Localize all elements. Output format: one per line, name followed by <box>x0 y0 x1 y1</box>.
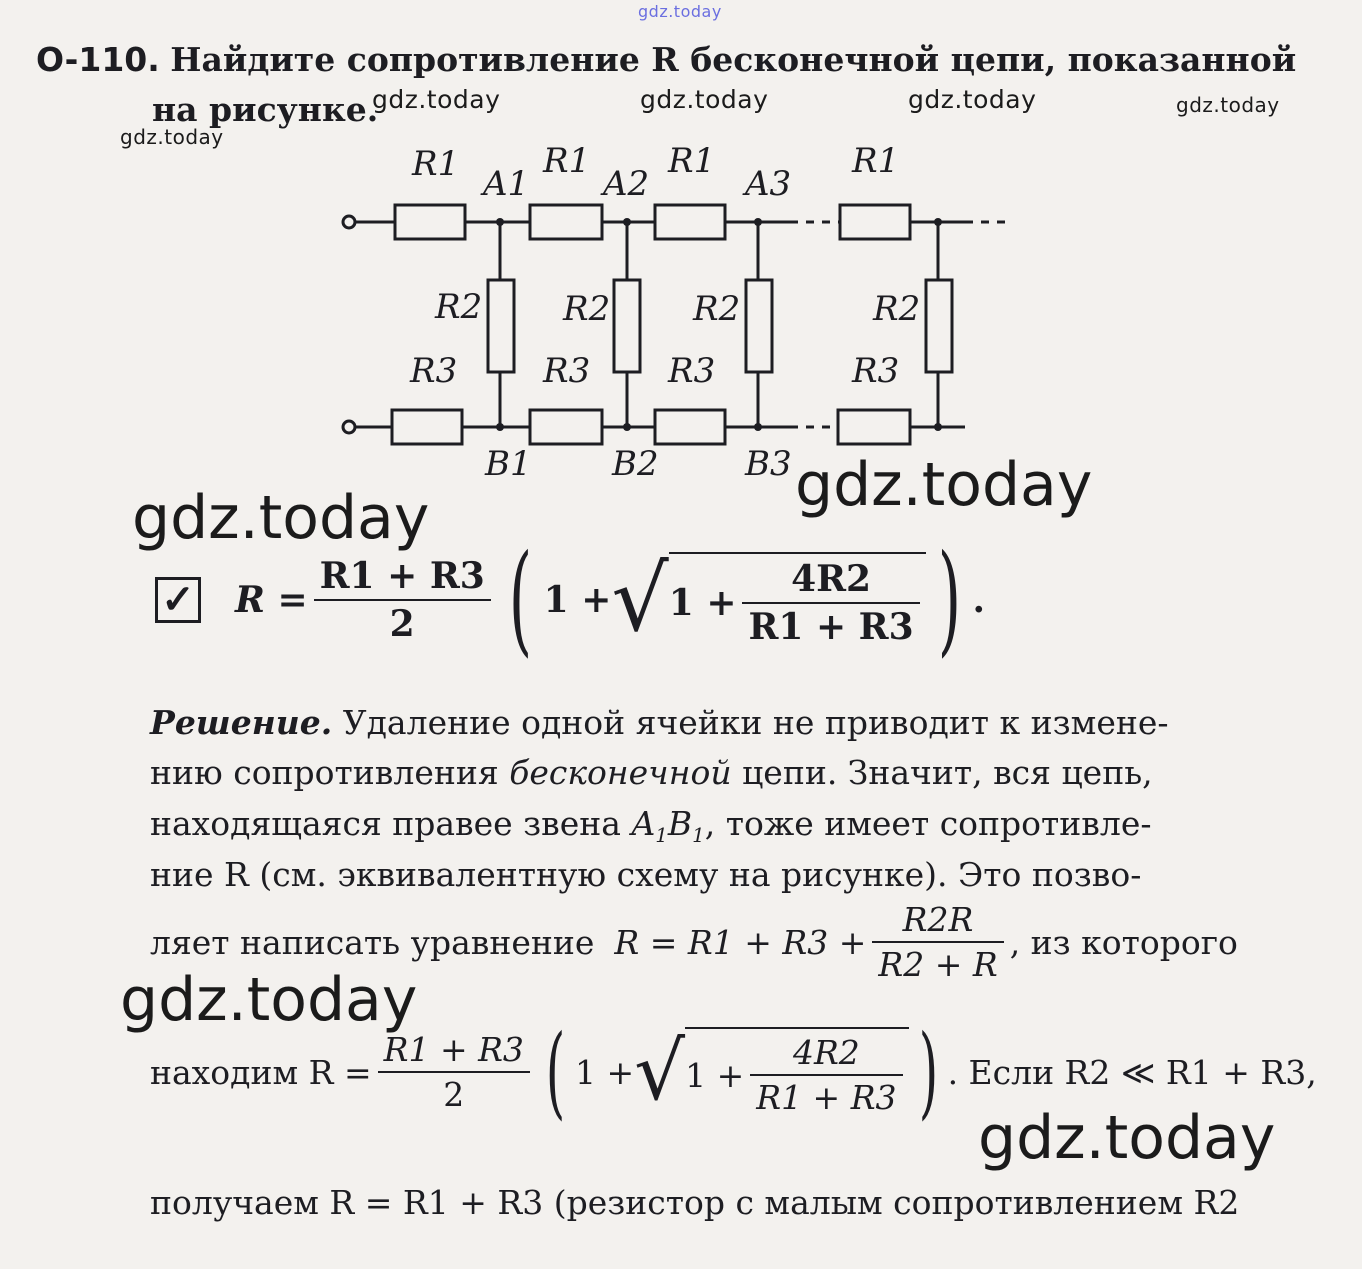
watermark-small: gdz.today <box>640 85 769 114</box>
answer-sqrt <box>611 547 925 652</box>
watermark-top: gdz.today <box>638 2 722 21</box>
solution-fraction <box>872 900 1003 984</box>
solution-line-6 <box>150 1013 1317 1130</box>
solution-frac-num: R2R <box>872 900 1003 943</box>
node-a: A1 <box>483 164 530 204</box>
solution-text: находящаяся правее звена <box>150 804 621 843</box>
label-r3: R3 <box>852 351 900 391</box>
label-r2: R2 <box>693 289 741 329</box>
solution-text: ляет написать уравнение <box>150 922 595 962</box>
label-r3: R3 <box>410 351 458 391</box>
solution-text: нию сопротивления <box>150 753 499 792</box>
node-a: A2 <box>603 164 650 204</box>
answer-frac-num: R1 + R3 <box>314 555 491 601</box>
paren-open: ( <box>508 530 532 669</box>
answer-radicand <box>669 552 926 648</box>
solution-emphasis: бесконечной <box>509 753 732 792</box>
watermark-small: gdz.today <box>372 85 501 114</box>
solution-equation: R = R1 + R3 + <box>614 922 867 962</box>
solution-line-7: получаем R = R1 + R3 (резистор с малым сопротивлением R2 <box>150 1183 1240 1222</box>
node-b: B2 <box>612 444 659 484</box>
paren-close: ) <box>918 1013 938 1130</box>
solution-line-1 <box>150 703 1169 742</box>
problem-id: O-110. <box>36 40 160 79</box>
label-r2: R2 <box>563 289 611 329</box>
answer-one-plus: 1 + <box>543 579 612 621</box>
label-r2: R2 <box>873 289 921 329</box>
solution-label: Решение. <box>150 703 333 742</box>
node-b: B1 <box>485 444 532 484</box>
problem-title-line <box>36 40 1296 79</box>
watermark-small: gdz.today <box>1176 93 1280 117</box>
solution-frac-den: 2 <box>443 1075 465 1114</box>
paren-close: ) <box>937 530 961 669</box>
solution-line-3 <box>150 804 1152 847</box>
watermark-big: gdz.today <box>120 965 418 1035</box>
label-r3: R3 <box>543 351 591 391</box>
solution-radicand <box>685 1027 908 1117</box>
label-r2: R2 <box>435 287 483 327</box>
solution-line-5 <box>150 900 1238 984</box>
answer-frac-den: 2 <box>389 603 415 645</box>
sqrt-icon: √ <box>634 1025 686 1118</box>
watermark-big: gdz.today <box>132 483 430 553</box>
checkmark-icon: ✓ <box>155 577 201 623</box>
node-b: B3 <box>745 444 792 484</box>
answer-inner-one-plus: 1 + <box>668 582 737 624</box>
label-r1: R1 <box>543 141 591 181</box>
answer-inner-den: R1 + R3 <box>748 606 914 648</box>
solution-frac-den: R2 + R <box>878 945 998 984</box>
solution-text: 1 + <box>685 1055 745 1095</box>
watermark-big: gdz.today <box>795 450 1093 520</box>
answer-fraction <box>314 555 491 645</box>
solution-text: , тоже имеет сопротивле- <box>704 804 1152 843</box>
solution-text: Удаление одной ячейки не приводит к измене- <box>342 703 1169 742</box>
link-a1b1: $A_1B_1$ <box>631 804 705 847</box>
answer-inner-num: 4R2 <box>742 558 919 604</box>
solution-frac-num: R1 + R3 <box>378 1030 530 1073</box>
label-r1: R1 <box>412 144 460 184</box>
solution-frac-num: 4R2 <box>750 1033 902 1076</box>
solution-sqrt <box>634 1027 908 1117</box>
solution-text: находим R = <box>150 1052 372 1092</box>
solution-frac-den: R1 + R3 <box>756 1078 897 1117</box>
answer-inner-fraction <box>742 558 919 648</box>
solution-fraction-2 <box>378 1030 530 1114</box>
watermark-big: gdz.today <box>978 1103 1276 1173</box>
problem-text: Найдите сопротивление R бесконечной цепи, показанной <box>170 40 1297 79</box>
solution-text: . Если R2 ≪ R1 + R3, <box>947 1052 1317 1092</box>
solution-line-2 <box>150 753 1153 792</box>
solution-text: 1 + <box>574 1052 635 1092</box>
label-r1: R1 <box>668 141 716 181</box>
sqrt-icon: √ <box>611 547 669 652</box>
paren-open: ( <box>545 1013 566 1130</box>
solution-text: цепи. Значит, вся цепь, <box>742 753 1153 792</box>
answer-formula <box>155 530 986 669</box>
solution-line-4: ние R (см. эквивалентную схему на рисунке). Это позво- <box>150 855 1142 894</box>
answer-lhs: R = <box>235 579 308 621</box>
solution-inner-fraction <box>750 1033 902 1117</box>
problem-text-line2: на рисунке. <box>152 90 379 129</box>
watermark-small: gdz.today <box>120 125 224 149</box>
watermark-small: gdz.today <box>908 85 1037 114</box>
answer-end: . <box>972 579 986 621</box>
node-a: A3 <box>745 164 792 204</box>
label-r3: R3 <box>668 351 716 391</box>
label-r1: R1 <box>852 141 900 181</box>
solution-text: , из которого <box>1009 922 1238 962</box>
